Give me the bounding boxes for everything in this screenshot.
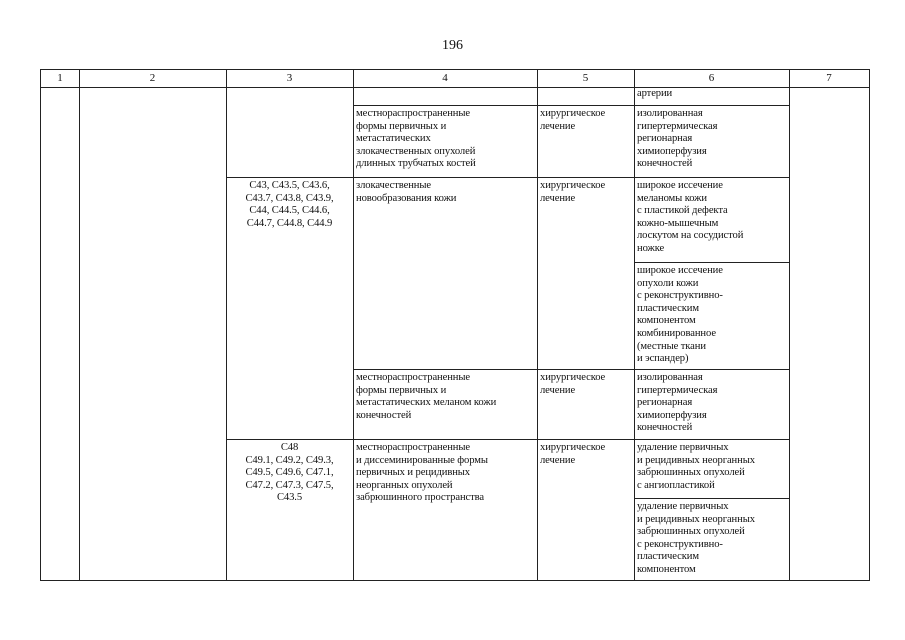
- patient-model-cell: местнораспространенные и диссеминированные формы первичных и рецидивных неорганных опухолей забрюшинного пространства: [356, 442, 488, 504]
- header-col-6: 6: [708, 72, 715, 84]
- row-separator: [226, 439, 789, 440]
- method-cell: удаление первичных и рецидивных неорганных забрюшинных опухолей с ангиопластикой: [637, 442, 755, 491]
- patient-model-cell: местнораспространенные формы первичных и метастатических меланом кожи конечностей: [356, 372, 497, 421]
- column-divider: [353, 70, 354, 580]
- header-col-1: 1: [57, 72, 63, 84]
- page-number: 196: [442, 38, 463, 53]
- row-separator: [353, 105, 789, 106]
- method-cell: удаление первичных и рецидивных неорганных забрюшинных опухолей с реконструктивно- пластическим компонентом: [637, 501, 755, 575]
- icd-codes-cell: С43, С43.5, С43.6, С43.7, С43.8, С43.9, С44, С44.5, С44.6, С44.7, С44.8, С44.9: [245, 180, 334, 229]
- medical-care-table: [40, 69, 870, 581]
- method-cell: широкое иссечение опухоли кожи с реконструктивно- пластическим компонентом комбинированное (местные ткани и эспандер): [637, 265, 723, 365]
- method-cell: широкое иссечение меланомы кожи с пластикой дефекта кожно-мышечным лоскутом на сосудистой ножке: [637, 180, 744, 254]
- icd-codes-cell: С48 С49.1, С49.2, С49.3, С49.5, С49.6, С47.1, С47.2, С47.3, С47.5, С43.5: [245, 442, 334, 504]
- method-cell: изолированная гипертермическая регионарная химиоперфузия конечностей: [637, 372, 718, 434]
- row-separator: [634, 262, 789, 263]
- column-divider: [79, 70, 80, 580]
- header-col-5: 5: [582, 72, 589, 84]
- patient-model-cell: местнораспространенные формы первичных и метастатических злокачественных опухолей длинных трубчатых костей: [356, 108, 476, 170]
- column-divider: [634, 70, 635, 580]
- treatment-type-cell: хирургическое лечение: [540, 108, 606, 132]
- treatment-type-cell: хирургическое лечение: [540, 442, 606, 466]
- method-cell: артерии: [637, 88, 673, 99]
- column-divider: [789, 70, 790, 580]
- header-col-2: 2: [149, 72, 156, 84]
- header-col-4: 4: [442, 72, 448, 84]
- header-col-7: 7: [826, 72, 832, 84]
- header-col-3: 3: [286, 72, 293, 84]
- row-separator: [226, 177, 789, 178]
- column-divider: [537, 70, 538, 580]
- header-separator: [41, 87, 869, 88]
- row-separator: [353, 369, 789, 370]
- row-separator: [634, 498, 789, 499]
- treatment-type-cell: хирургическое лечение: [540, 180, 606, 204]
- treatment-type-cell: хирургическое лечение: [540, 372, 606, 396]
- patient-model-cell: злокачественные новообразования кожи: [356, 180, 457, 204]
- method-cell: изолированная гипертермическая регионарная химиоперфузия конечностей: [637, 108, 718, 170]
